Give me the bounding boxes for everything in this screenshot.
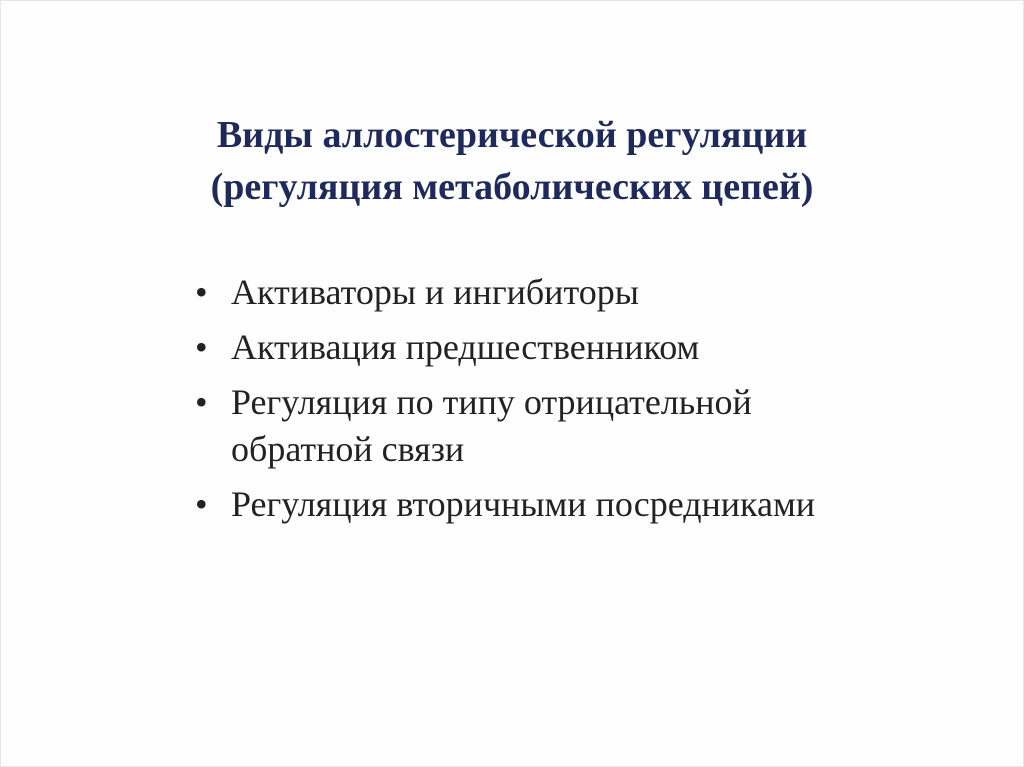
bullet-text-line-2: обратной связи (231, 429, 465, 469)
bullet-point-icon: • (195, 382, 208, 422)
bullet-item-negative-feedback (191, 379, 971, 473)
slide-title (1, 109, 1023, 213)
bullet-item-second-messengers (191, 481, 971, 528)
bullet-item-precursor-activation (191, 324, 971, 371)
bullet-text: Регуляция вторичными посредниками (231, 484, 816, 524)
bullet-point-icon: • (195, 327, 208, 367)
bullet-point-icon: • (195, 484, 208, 524)
slide-title-line-2: (регуляция метаболических цепей) (210, 166, 814, 209)
bullet-list (191, 269, 971, 536)
bullet-text-line-1: Регуляция по типу отрицательной (231, 382, 752, 422)
bullet-text: Активаторы и ингибиторы (231, 272, 639, 312)
bullet-text: Активация предшественником (231, 327, 700, 367)
slide-title-line-1: Виды аллостерической регуляции (216, 114, 808, 157)
bullet-point-icon: • (195, 272, 208, 312)
bullet-item-activators-inhibitors (191, 269, 971, 316)
